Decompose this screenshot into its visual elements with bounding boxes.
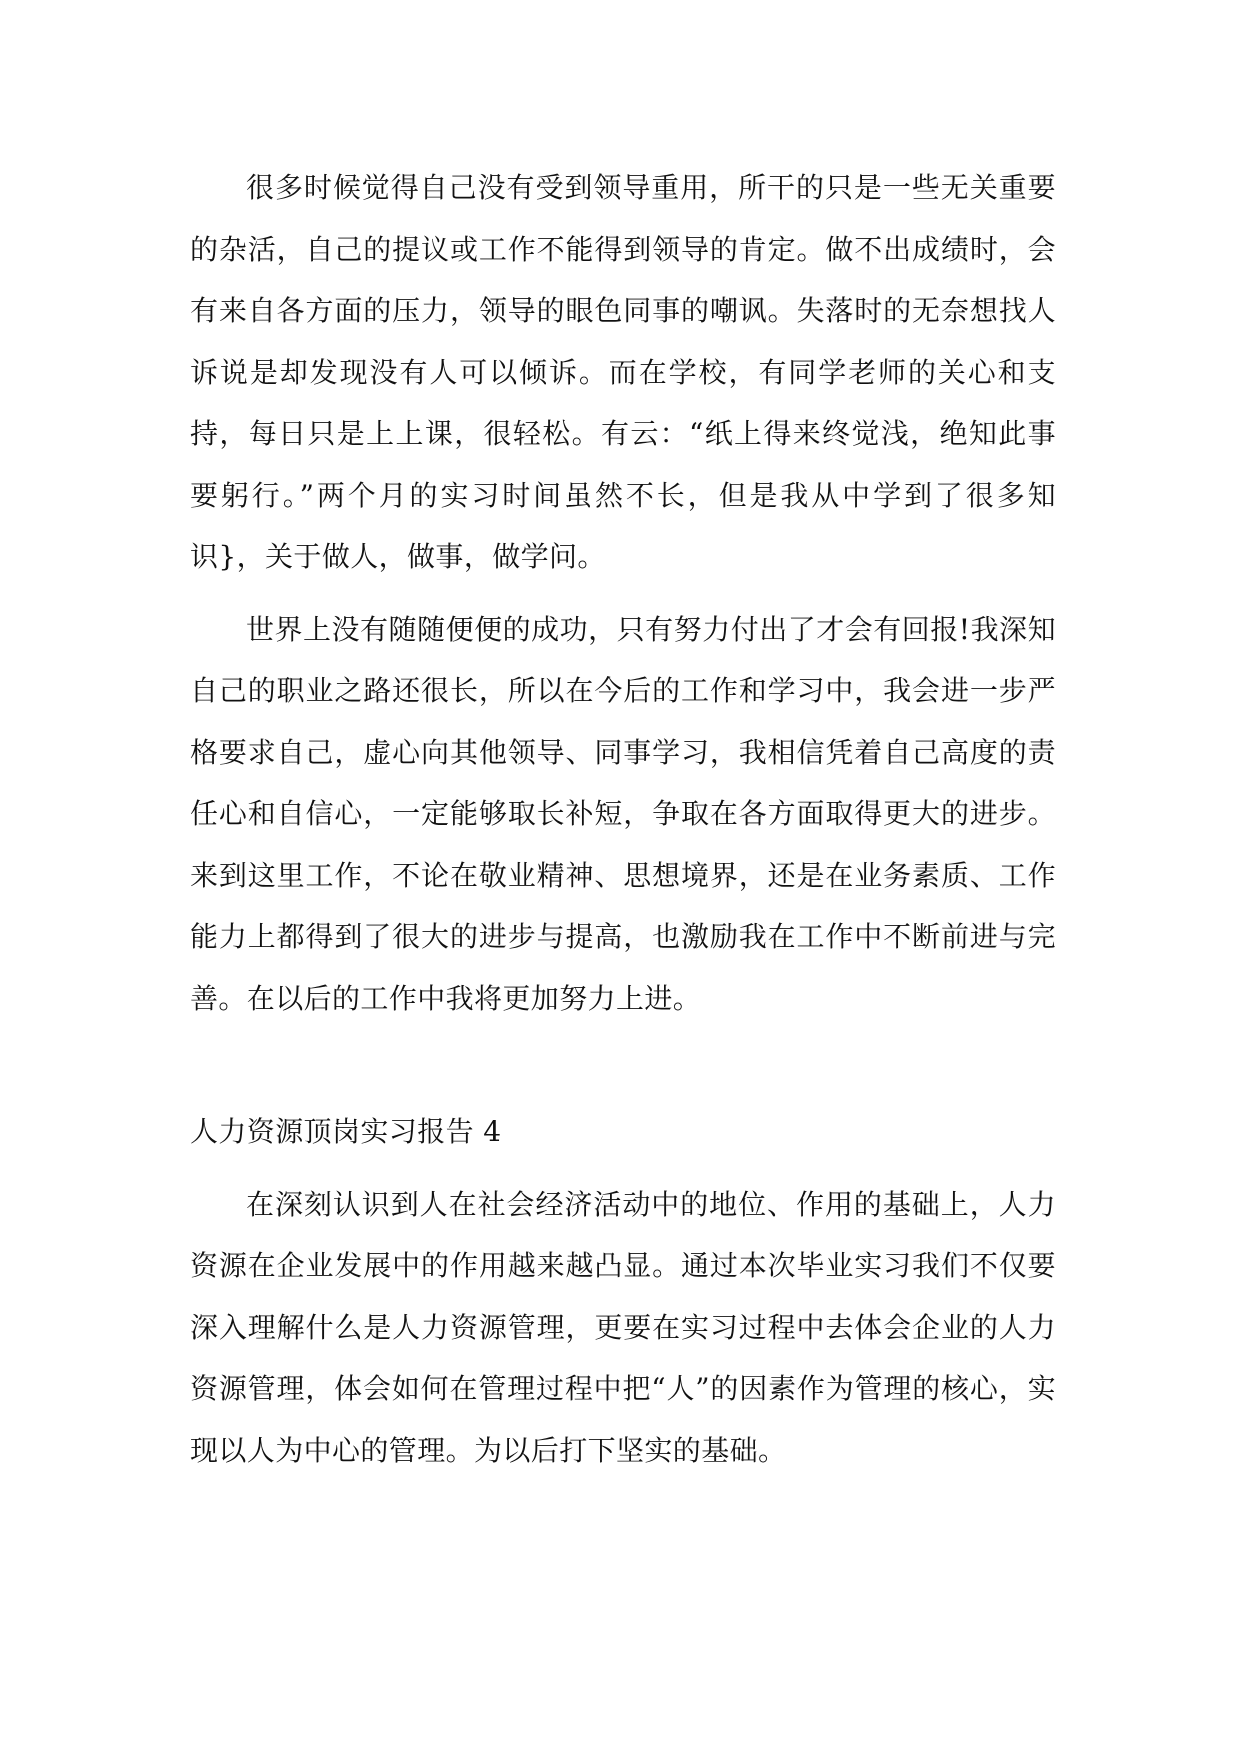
document-body xyxy=(190,157,1056,1481)
section-heading: 人力资源顶岗实习报告 4 xyxy=(190,1115,502,1148)
paragraph-3: 在深刻认识到人在社会经济活动中的地位、作用的基础上，人力资源在企业发展中的作用越来越凸显。通过本次毕业实习我们不仅要深入理解什么是人力资源管理，更要在实习过程中去体会企业的人力资源管理，体会如何在管理过程中把“人”的因素作为管理的核心，实现以人为中心的管理。为以后打下坚实的基础。 xyxy=(190,1187,1056,1467)
paragraph-1: 很多时候觉得自己没有受到领导重用，所干的只是一些无关重要的杂活，自己的提议或工作不能得到领导的肯定。做不出成绩时，会有来自各方面的压力，领导的眼色同事的嘲讽。失落时的无奈想找人诉说是却发现没有人可以倾诉。而在学校，有同学老师的关心和支持，每日只是上上课，很轻松。有云：“纸上得来终觉浅，绝知此事要躬行。”两个月的实习时间虽然不长，但是我从中学到了很多知识}，关于做人，做事，做学问。 xyxy=(190,171,1056,573)
paragraph-2: 世界上没有随随便便的成功，只有努力付出了才会有回报!我深知自己的职业之路还很长，所以在今后的工作和学习中，我会进一步严格要求自己，虚心向其他领导、同事学习，我相信凭着自己高度的责任心和自信心，一定能够取长补短，争取在各方面取得更大的进步。来到这里工作，不论在敬业精神、思想境界，还是在业务素质、工作能力上都得到了很大的进步与提高，也激励我在工作中不断前进与完善。在以后的工作中我将更加努力上进。 xyxy=(190,612,1056,1015)
